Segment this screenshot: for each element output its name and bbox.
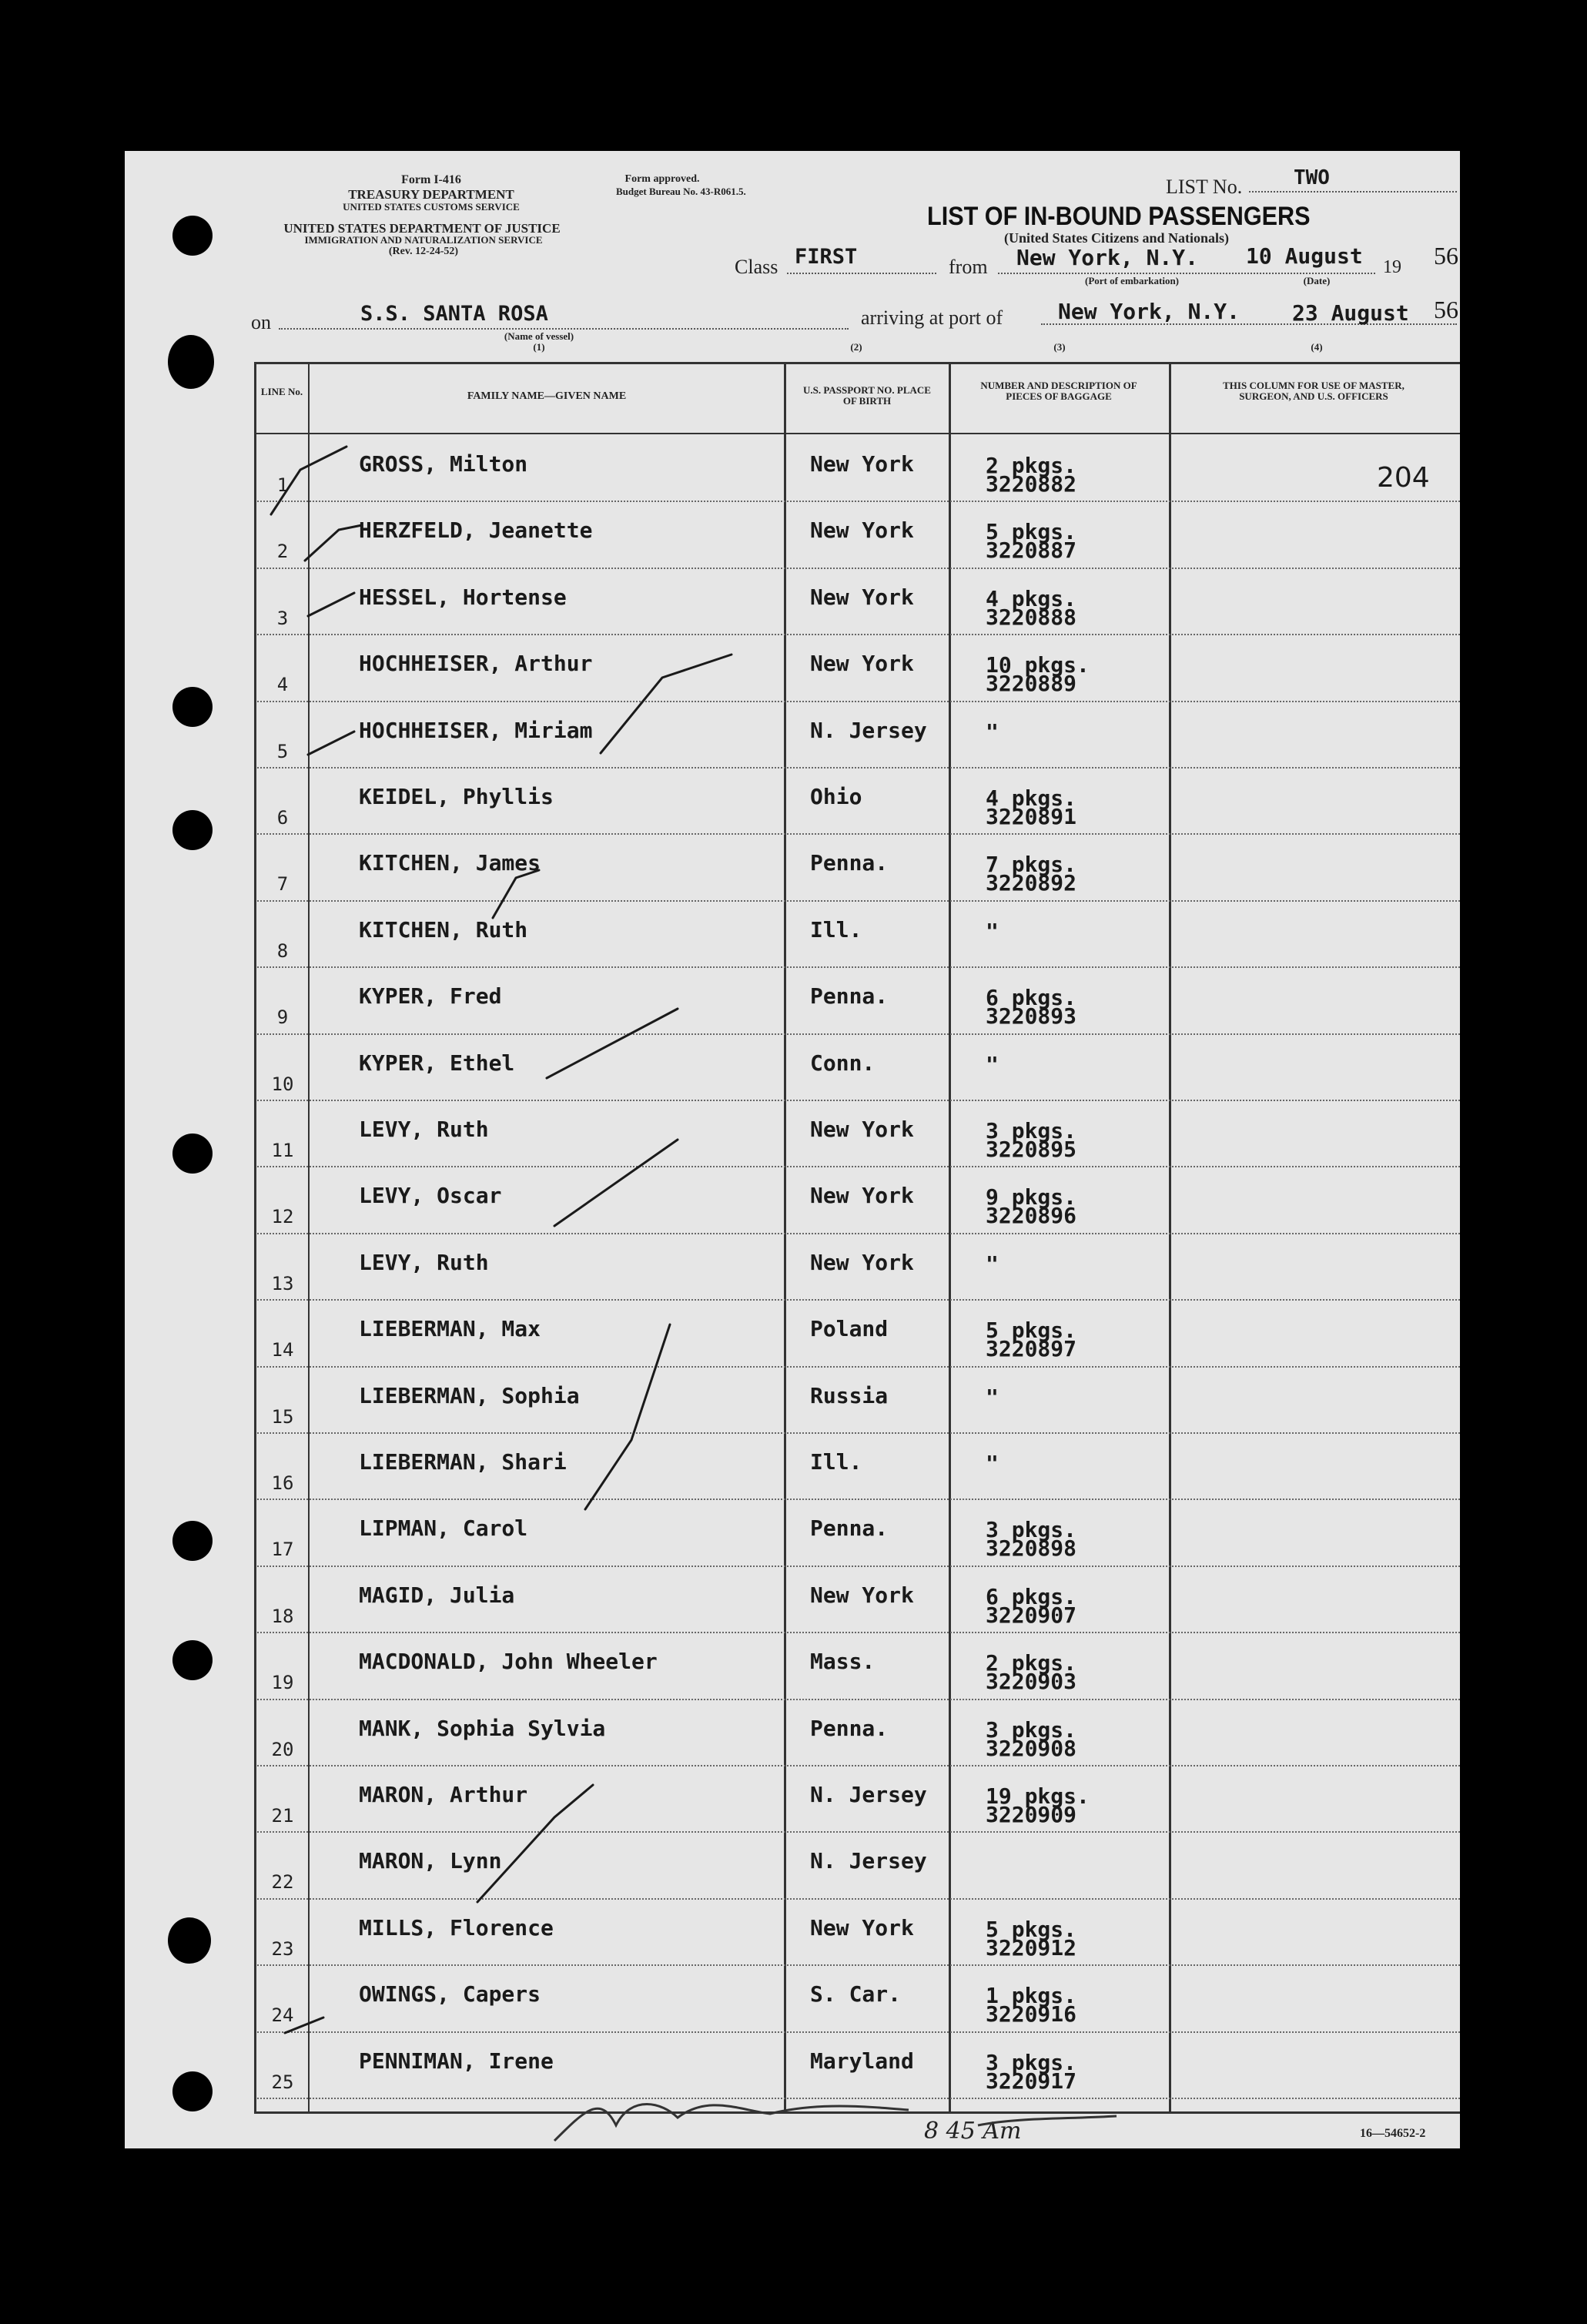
passenger-name: LEVY, Ruth <box>359 1249 489 1275</box>
passenger-name: PENNIMAN, Irene <box>359 2048 554 2074</box>
col-divider-name <box>784 362 786 2114</box>
list-no-label: LIST No. <box>1166 176 1243 198</box>
col-divider-passport <box>949 362 951 2114</box>
baggage-tag: 3220891 <box>986 804 1077 829</box>
passenger-name: LEVY, Ruth <box>359 1117 489 1142</box>
row-divider <box>257 634 1460 635</box>
col-header-baggage: NUMBER AND DESCRIPTION OF PIECES OF BAGGAGE <box>980 380 1137 402</box>
col-header-name: FAMILY NAME—GIVEN NAME <box>467 390 627 402</box>
passenger-name: KITCHEN, Ruth <box>359 916 528 943</box>
row-divider <box>257 1499 1460 1500</box>
punch-hole <box>172 810 213 850</box>
punch-hole <box>172 1521 213 1561</box>
place-of-birth: Conn. <box>810 1050 876 1076</box>
row-divider <box>257 1831 1460 1833</box>
passenger-name: LIEBERMAN, Sophia <box>359 1382 580 1408</box>
baggage-count: 3 pkgs. <box>986 1517 1077 1543</box>
row-line-number: 20 <box>271 1738 294 1760</box>
punch-hole <box>172 216 213 256</box>
passenger-name: MARON, Lynn <box>359 1848 502 1874</box>
baggage-count: 5 pkgs. <box>986 1318 1077 1344</box>
place-of-birth: New York <box>810 1183 914 1209</box>
punch-hole <box>168 335 214 389</box>
ins-label: IMMIGRATION AND NATURALIZATION SERVICE <box>304 234 543 246</box>
row-divider <box>257 833 1460 835</box>
baggage-count: 4 pkgs. <box>986 585 1077 611</box>
row-line-number: 13 <box>271 1272 294 1294</box>
row-divider <box>257 1898 1460 1900</box>
place-of-birth: Ill. <box>810 1449 862 1475</box>
port-arrival: New York, N.Y. <box>1058 299 1240 324</box>
place-of-birth: New York <box>810 1117 914 1142</box>
place-of-birth: N. Jersey <box>810 1782 927 1807</box>
row-line-number: 10 <box>271 1073 294 1095</box>
row-divider <box>257 2031 1460 2033</box>
baggage-tag: 3220889 <box>986 671 1077 697</box>
row-divider <box>257 900 1460 902</box>
place-of-birth: Penna. <box>810 1715 889 1741</box>
baggage-count: 19 pkgs. <box>986 1783 1090 1809</box>
passenger-name: LIPMAN, Carol <box>359 1515 528 1542</box>
on-label: on <box>251 311 271 333</box>
row-line-number: 5 <box>276 740 289 762</box>
vessel-line <box>279 328 849 330</box>
baggage-tag: 3220893 <box>986 1003 1077 1030</box>
place-of-birth: Penna. <box>810 1515 889 1542</box>
vessel-caption: (Name of vessel) <box>504 330 574 342</box>
passenger-name: MILLS, Florence <box>359 1914 554 1941</box>
row-divider <box>257 1699 1460 1700</box>
baggage-count: 4 pkgs. <box>986 785 1077 811</box>
embark-date: 10 August <box>1246 243 1363 269</box>
place-of-birth: Ohio <box>810 784 862 809</box>
baggage-tag: 3220903 <box>986 1669 1077 1695</box>
baggage-count: 7 pkgs. <box>986 852 1077 878</box>
baggage-count: 2 pkgs. <box>986 453 1077 478</box>
table-top-border <box>254 362 1460 364</box>
budget-bureau: Budget Bureau No. 43-R061.5. <box>616 186 746 197</box>
passenger-name: KYPER, Ethel <box>359 1050 515 1076</box>
treasury-label: TREASURY DEPARTMENT <box>348 187 514 202</box>
arrival-year: 56 <box>1434 296 1458 323</box>
baggage-tag: 3220916 <box>986 2001 1077 2028</box>
baggage-tag: 3220908 <box>986 1735 1077 1761</box>
passenger-name: HOCHHEISER, Arthur <box>359 651 593 677</box>
row-line-number: 24 <box>271 2004 294 2027</box>
row-divider <box>257 1366 1460 1368</box>
signature-time: 8 45 Am <box>924 2118 1022 2145</box>
row-divider <box>257 568 1460 569</box>
baggage-count: 3 pkgs. <box>986 2049 1077 2075</box>
port-embark-caption: (Port of embarkation) <box>1084 275 1180 286</box>
row-line-number: 21 <box>271 1805 294 1827</box>
passenger-name: LIEBERMAN, Max <box>359 1316 541 1342</box>
row-divider <box>257 1100 1460 1101</box>
caption-2: (2) <box>850 341 862 353</box>
baggage-count: 5 pkgs. <box>986 1916 1077 1942</box>
row-line-number: 4 <box>276 674 289 696</box>
list-no-line <box>1249 191 1457 193</box>
passenger-name: HERZFELD, Jeanette <box>359 517 593 544</box>
row-line-number: 12 <box>271 1206 294 1228</box>
row-divider <box>257 1632 1460 1633</box>
row-line-number: 22 <box>271 1871 294 1894</box>
rev-label: (Rev. 12-24-52) <box>388 246 459 257</box>
form-number: Form I-416 <box>401 173 461 186</box>
row-line-number: 18 <box>271 1605 294 1627</box>
baggage-count: " <box>986 1451 999 1476</box>
row-line-number: 2 <box>276 541 289 563</box>
passenger-name: KITCHEN, James <box>359 850 541 876</box>
passenger-name: MARON, Arthur <box>359 1782 528 1807</box>
baggage-tag: 3220892 <box>986 870 1077 896</box>
passenger-name: MAGID, Julia <box>359 1582 515 1608</box>
row-line-number: 14 <box>271 1339 294 1361</box>
row-divider <box>257 1964 1460 1966</box>
baggage-count: 3 pkgs. <box>986 1716 1077 1743</box>
row-line-number: 9 <box>276 1006 289 1029</box>
baggage-tag: 3220887 <box>986 537 1077 564</box>
customs-label: UNITED STATES CUSTOMS SERVICE <box>343 201 520 213</box>
row-divider <box>257 1233 1460 1234</box>
punch-hole <box>172 687 213 727</box>
passenger-name: KEIDEL, Phyllis <box>359 784 554 809</box>
baggage-count: " <box>986 1051 999 1077</box>
officer-note: 204 <box>1377 462 1430 494</box>
baggage-tag: 3220898 <box>986 1535 1077 1562</box>
row-line-number: 25 <box>271 2071 294 2093</box>
baggage-tag: 3220909 <box>986 1802 1077 1827</box>
passenger-name: MANK, Sophia Sylvia <box>359 1715 606 1741</box>
place-of-birth: Penna. <box>810 850 889 876</box>
row-line-number: 3 <box>276 607 289 629</box>
list-no-value: TWO <box>1294 166 1330 189</box>
place-of-birth: Maryland <box>810 2048 914 2074</box>
page-subtitle: (United States Citizens and Nationals) <box>1003 230 1229 246</box>
from-line <box>998 273 1375 274</box>
baggage-count: 2 pkgs. <box>986 1650 1077 1676</box>
baggage-tag: 3220882 <box>986 471 1077 497</box>
arriving-label: arriving at port of <box>861 306 1003 329</box>
row-line-number: 23 <box>271 1937 294 1960</box>
passenger-name: KYPER, Fred <box>359 983 502 1010</box>
col-header-passport: U.S. PASSPORT NO. PLACE OF BIRTH <box>803 384 931 407</box>
page-title: LIST OF IN-BOUND PASSENGERS <box>927 202 1311 231</box>
punch-hole <box>168 1917 211 1964</box>
caption-4: (4) <box>1311 341 1323 353</box>
passenger-name: HESSEL, Hortense <box>359 584 567 610</box>
caption-1: (1) <box>533 341 545 353</box>
passenger-name: LIEBERMAN, Shari <box>359 1449 567 1475</box>
row-divider <box>257 1166 1460 1167</box>
place-of-birth: New York <box>810 451 914 477</box>
row-divider <box>257 1432 1460 1434</box>
baggage-tag: 3220896 <box>986 1203 1077 1229</box>
row-divider <box>257 2098 1460 2099</box>
baggage-count: " <box>986 718 999 745</box>
row-line-number: 16 <box>271 1472 294 1494</box>
place-of-birth: Mass. <box>810 1649 876 1675</box>
passenger-name: MACDONALD, John Wheeler <box>359 1649 658 1675</box>
row-divider <box>257 1765 1460 1766</box>
row-line-number: 19 <box>271 1672 294 1694</box>
row-divider <box>257 1566 1460 1567</box>
row-line-number: 7 <box>276 873 289 896</box>
baggage-count: 6 pkgs. <box>986 1583 1077 1609</box>
baggage-count: " <box>986 1384 999 1410</box>
year-prefix: 19 <box>1383 257 1401 277</box>
row-divider <box>257 1299 1460 1301</box>
place-of-birth: Penna. <box>810 983 889 1010</box>
place-of-birth: New York <box>810 1249 914 1275</box>
place-of-birth: N. Jersey <box>810 717 927 743</box>
row-line-number: 1 <box>276 474 289 496</box>
place-of-birth: Ill. <box>810 916 862 943</box>
punch-hole <box>172 1640 213 1680</box>
row-line-number: 15 <box>271 1405 294 1428</box>
col-divider-baggage <box>1169 362 1171 2114</box>
place-of-birth: Russia <box>810 1382 889 1408</box>
embark-year: 56 <box>1434 242 1458 270</box>
arrival-date: 23 August <box>1292 300 1409 326</box>
from-label: from <box>949 256 988 278</box>
passenger-name: OWINGS, Capers <box>359 1981 541 2008</box>
justice-label: UNITED STATES DEPARTMENT OF JUSTICE <box>283 221 561 236</box>
row-divider <box>257 701 1460 702</box>
col-header-line-no: LINE No. <box>260 386 303 397</box>
class-value: FIRST <box>795 245 858 269</box>
row-line-number: 11 <box>271 1140 294 1161</box>
punch-hole <box>172 1134 213 1174</box>
passenger-name: LEVY, Oscar <box>359 1183 502 1209</box>
footer-code: 16—54652-2 <box>1360 2127 1426 2140</box>
baggage-tag: 3220912 <box>986 1934 1077 1961</box>
baggage-count: 1 pkgs. <box>986 1983 1077 2009</box>
baggage-count: 10 pkgs. <box>986 652 1090 678</box>
passenger-name: HOCHHEISER, Miriam <box>359 717 593 743</box>
baggage-tag: 3220897 <box>986 1336 1077 1362</box>
form-sheet <box>125 151 1460 2148</box>
place-of-birth: N. Jersey <box>810 1848 927 1874</box>
row-line-number: 17 <box>271 1539 294 1561</box>
class-label: Class <box>735 256 778 278</box>
baggage-count: " <box>986 1251 999 1277</box>
col-header-officers: THIS COLUMN FOR USE OF MASTER, SURGEON, AND U.S. OFFICERS <box>1223 380 1405 402</box>
port-embark: New York, N.Y. <box>1016 245 1199 270</box>
baggage-count: 6 pkgs. <box>986 985 1077 1011</box>
baggage-count: 5 pkgs. <box>986 519 1077 545</box>
row-divider <box>257 501 1460 502</box>
place-of-birth: New York <box>810 584 914 610</box>
place-of-birth: New York <box>810 1582 914 1608</box>
baggage-count: 3 pkgs. <box>986 1118 1077 1144</box>
place-of-birth: New York <box>810 1914 914 1941</box>
date-caption: (Date) <box>1303 275 1331 286</box>
table-bottom-border <box>254 2111 1460 2114</box>
place-of-birth: Poland <box>810 1316 889 1342</box>
row-divider <box>257 966 1460 968</box>
place-of-birth: New York <box>810 651 914 677</box>
place-of-birth: S. Car. <box>810 1981 902 2008</box>
row-line-number: 6 <box>276 807 289 829</box>
place-of-birth: New York <box>810 517 914 544</box>
row-divider <box>257 767 1460 769</box>
class-line <box>787 273 936 274</box>
passenger-name: GROSS, Milton <box>359 451 528 477</box>
baggage-count: " <box>986 918 999 944</box>
baggage-tag: 3220907 <box>986 1602 1077 1628</box>
row-line-number: 8 <box>276 939 289 962</box>
vessel-name: S.S. SANTA ROSA <box>360 302 548 326</box>
header-bottom-border <box>254 433 1460 434</box>
form-approved: Form approved. <box>624 173 700 185</box>
caption-3: (3) <box>1053 341 1066 353</box>
baggage-tag: 3220888 <box>986 604 1077 630</box>
baggage-tag: 3220917 <box>986 2068 1077 2094</box>
baggage-tag: 3220895 <box>986 1137 1077 1162</box>
row-divider <box>257 1033 1460 1035</box>
punch-hole <box>172 2071 213 2111</box>
baggage-count: 9 pkgs. <box>986 1184 1077 1211</box>
